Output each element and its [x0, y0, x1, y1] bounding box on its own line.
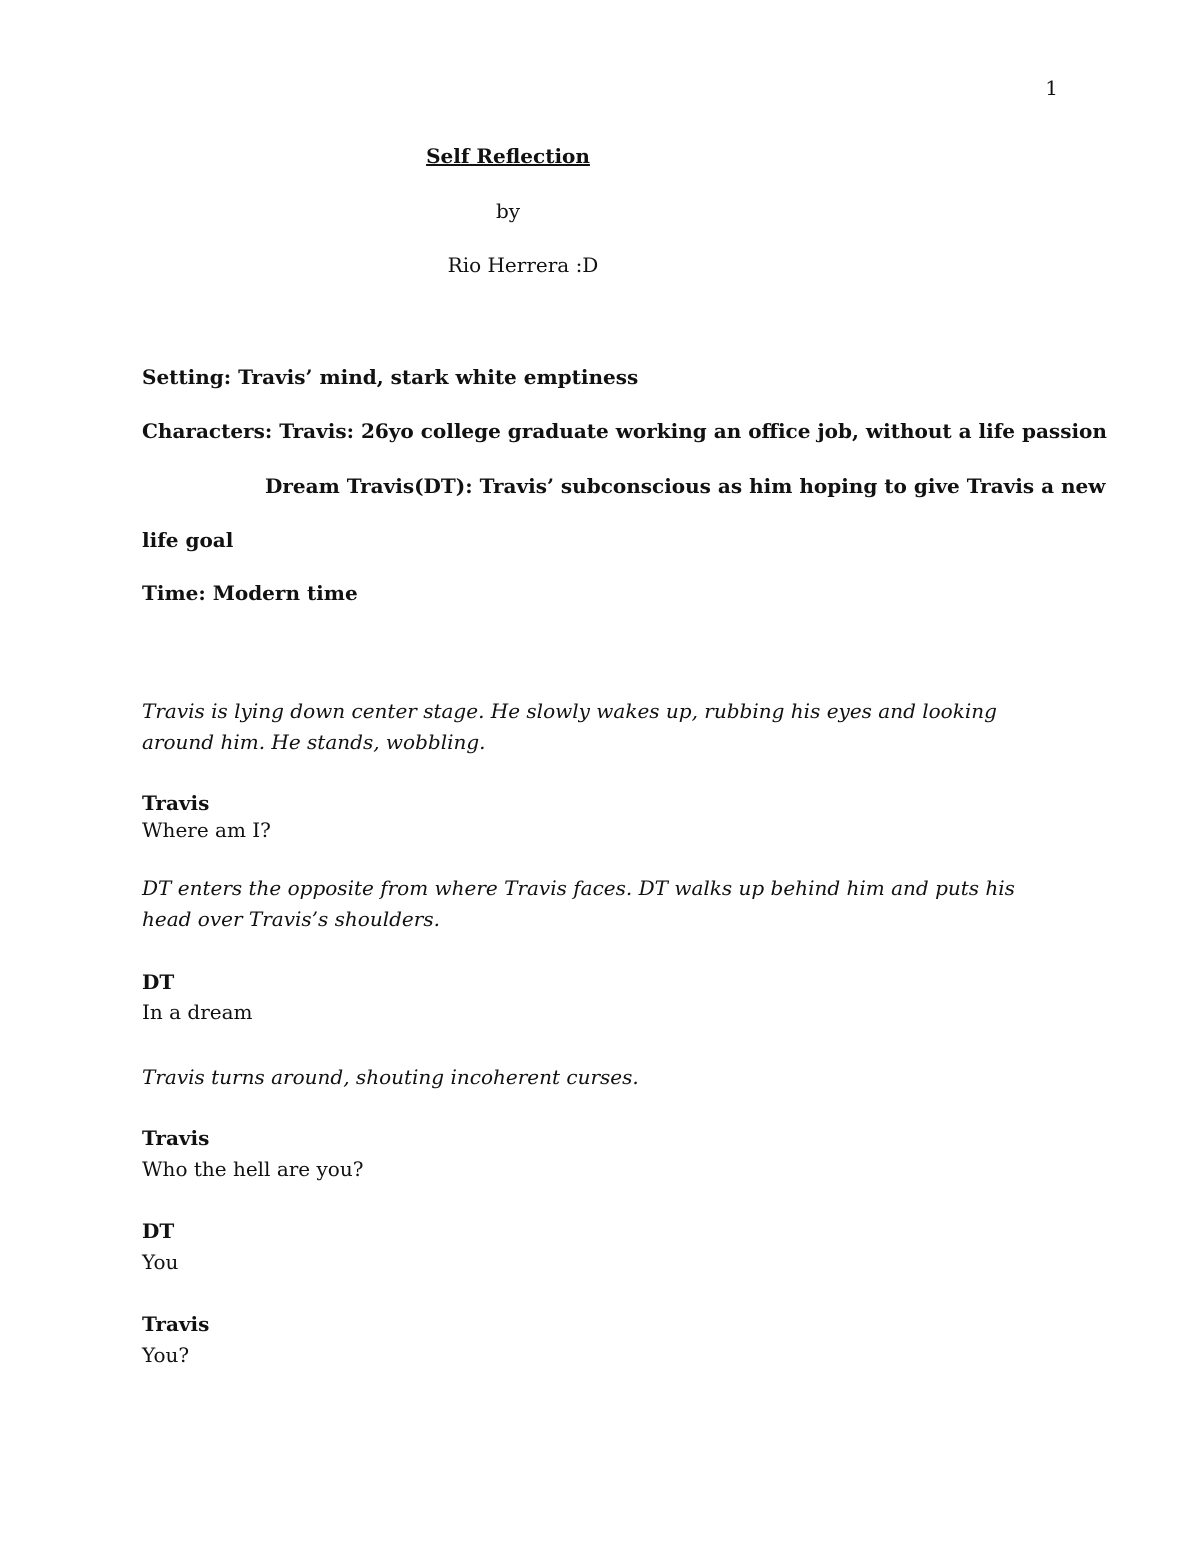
characters-line: Characters: Travis: 26yo college graduate working an office job, without a life passion [142, 419, 1107, 443]
speaker-name: DT [142, 1219, 175, 1243]
byline: by [495, 199, 521, 223]
dialogue-line: Who the hell are you? [142, 1157, 364, 1181]
speaker-name: Travis [142, 1126, 210, 1150]
stage-direction: Travis is lying down center stage. He slowly wakes up, rubbing his eyes and looking around him. He stands, wobbling. [142, 699, 997, 754]
dialogue-line: Where am I? [142, 818, 271, 842]
speaker-name: Travis [142, 791, 210, 815]
stage-direction: DT enters the opposite from where Travis faces. DT walks up behind him and puts his head over Travis’s shoulders. [142, 876, 1015, 931]
time-line: Time: Modern time [142, 581, 358, 605]
play-title: Self Reflection [426, 144, 590, 168]
dialogue-line: You? [142, 1343, 190, 1367]
speaker-name: DT [142, 970, 175, 994]
characters-line-continuation: life goal [142, 528, 234, 552]
speaker-name: Travis [142, 1312, 210, 1336]
author-name: Rio Herrera :D [447, 253, 599, 277]
setting-line: Setting: Travis’ mind, stark white emptiness [142, 365, 639, 389]
characters-line-dt: Dream Travis(DT): Travis’ subconscious as him hoping to give Travis a new [265, 474, 1106, 498]
stage-direction: Travis turns around, shouting incoherent curses. [142, 1065, 639, 1089]
dialogue-line: In a dream [142, 1000, 253, 1024]
dialogue-line: You [142, 1250, 179, 1274]
page-number: 1 [1045, 76, 1058, 100]
